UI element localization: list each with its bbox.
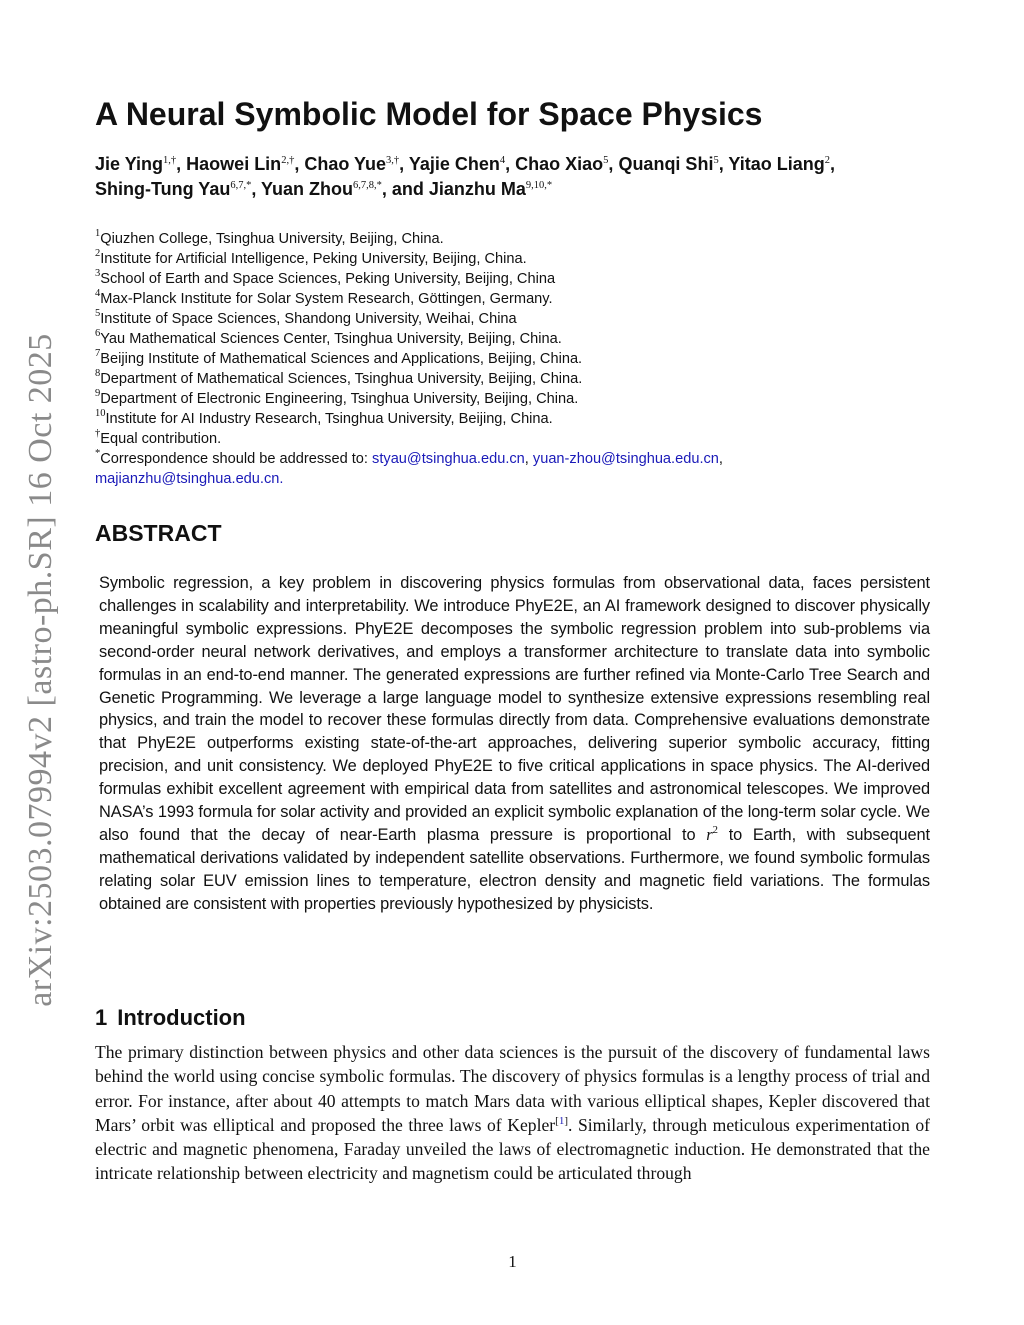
affiliation: $^5$Institute of Space Sciences, Shandong University, Weihai, China [95,308,517,327]
author: Haowei Lin$^{2,\dagger}$ [186,154,295,174]
author: Chao Yue$^{3,\dagger}$ [304,154,400,174]
author: Yuan Zhou$^{6,7,8,*}$ [261,179,382,199]
affiliation: $^4$Max-Planck Institute for Solar System Research, Göttingen, Germany. [95,288,553,307]
affiliation: $^2$Institute for Artificial Intelligence, Peking University, Beijing, China. [95,248,527,267]
affiliation: $^8$Department of Mathematical Sciences, Tsinghua University, Beijing, China. [95,368,583,387]
arxiv-stamp [18,333,64,1007]
affiliation-list [95,229,935,489]
author: Chao Xiao$^5$ [515,154,609,174]
equal-contribution-note: †Equal contribution. [95,428,222,447]
affiliation: $^{10}$Institute for AI Industry Research, Tsinghua University, Beijing, China. [95,408,553,427]
citation-link[interactable]: 1 [558,1114,565,1127]
introduction-text: The primary distinction between physics and other data sciences is the pursuit of the discovery of fundamental laws behind the world using concise symbolic formulas. The discovery of physics formulas is a lengthy process of trial and error. For instance, after about 40 attempts to match Mars data with various elliptical shapes, Kepler discovered that Mars’ orbit was elliptical and proposed the three laws of Kepler[1]. Similarly, through meticulous experimentation of electric and magnetic phenomena, Faraday unveiled the laws of electromagnetic induction. He demonstrated that the intricate relationship between electricity and magnetism could be articulated through [95,1042,931,1184]
author: Shing-Tung Yau$^{6,7,*}$ [95,179,252,199]
author: Jie Ying$^{1,\dagger}$ [95,154,177,174]
author: Jianzhu $Ma^{9,10,*}$ [428,179,553,199]
section-heading-introduction: 1 Introduction [95,1005,246,1030]
author: Quanqi Shi$^5$ [618,154,719,174]
email-link-yuan-zhou[interactable]: yuan-zhou@tsinghua.edu.cn [532,451,719,467]
author-list: Jie Ying$^{1,\dagger}$, Haowei Lin$^{2,\dagger}$, Chao Yue$^{3,\dagger}$, Yajie Chen$^4$, Chao Xiao$^5$, Quanqi Shi$^5$, Yitao Liang$^2$, Shing-Tung Yau$^{6,7,*}$, Yuan Zhou$^{6,7,8,*}$, and Jianzhu $Ma^{9,10,*}$ [95,154,835,199]
abstract-heading: ABSTRACT [95,520,222,546]
affiliation: $^1$Qiuzhen College, Tsinghua University, Beijing, China. [95,228,444,247]
affiliation: $^9$Department of Electronic Engineering, Tsinghua University, Beijing, China. [95,388,579,407]
paper-title: A Neural Symbolic Model for Space Physics [95,96,763,132]
affiliation: $^7$Beijing Institute of Mathematical Sciences and Applications, Beijing, China. [95,348,583,367]
author: Yajie Chen$^4$ [408,154,506,174]
email-link-styau[interactable]: styau@tsinghua.edu.cn [372,451,525,467]
math-variable: r [706,824,713,844]
abstract-text: Symbolic regression, a key problem in discovering physics formulas from observational data, faces persistent challenges in scalability and interpretability. We introduce PhyE2E, an AI framework designed to discover physically meaningful symbolic expressions. PhyE2E decomposes the symbolic regression problem into sub-problems via second-order neural network derivatives, and employs a transformer architecture to translate data into symbolic formulas in an end-to-end manner. The generated expressions are further refined via Monte-Carlo Tree Search and Genetic Programming. We leverage a large language model to synthesize extensive expressions resembling real physics, and train the model to recover these formulas directly from data. Comprehensive evaluations demonstrate that PhyE2E outperforms existing state-of-the-art approaches, delivering superior symbolic accuracy, fitting precision, and unit consistency. We deployed PhyE2E to five critical applications in space physics. The AI-derived formulas exhibit excellent agreement with empirical data from satellites and astronomical telescopes. We improved NASA’s 1993 formula for solar activity and provided an explicit symbolic explanation of the long-term solar cycle. We also found that the decay of near-Earth plasma pressure is proportional to $r^2$ to Earth, with subsequent mathematical derivations validated by independent satellite observations. Furthermore, we found symbolic formulas relating solar EUV emission lines to temperature, electron density and magnetic field variations. The formulas obtained are consistent with properties previously hypothesized by physicists. [99,574,930,913]
email-link-majianzhu[interactable]: majianzhu@tsinghua.edu.cn [95,471,280,487]
page-number: 1 [508,1252,517,1271]
correspondence-note: *Correspondence should be addressed to: styau@tsinghua.edu.cn, yuan-zhou@tsinghua.edu.cn, [95,448,723,467]
affiliation: $^3$School of Earth and Space Sciences, Peking University, Beijing, China [95,268,556,287]
correspondence-note-cont: majianzhu@tsinghua.edu.cn. [95,471,284,487]
affiliation: $^6$Yau Mathematical Sciences Center, Tsinghua University, Beijing, China. [95,328,562,347]
author: Yitao Liang$^2$ [728,154,830,174]
arxiv-stamp-text: arXiv:2503.07994v2 [astro-ph.SR] 16 Oct 2025 [22,333,60,1007]
